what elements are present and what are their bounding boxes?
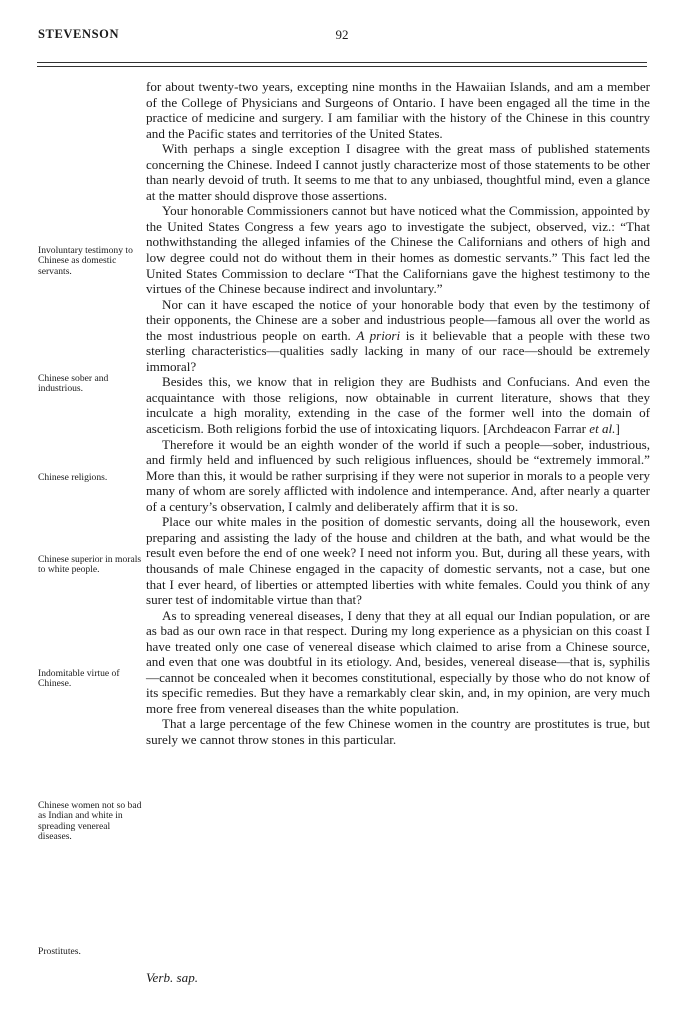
text-run: Your honorable Commissioners cannot but have noticed what the Commission, appointed by the United States Congress a few years ago to investigate the subject, observed, viz.: “That nothwithstanding the alleged infamies of the Chinese the Californians and others of high and low degree could not do without them in their homes as domestic servants.” This fact led the United States Commission to declare “That the Californians gave the highest testimony to the virtues of the Chinese because indirect and involuntary.”: [146, 203, 650, 297]
paragraph: [146, 716, 650, 747]
margin-note-superior-morals: Chinese superior in morals to white people.: [38, 554, 142, 576]
text-run: As to spreading venereal diseases, I deny that they at all equal our Indian population, or are as bad as our own race in that respect. During my long experience as a physician on this coast I have treated only one case of venereal disease which claimed to arise from a Chinese source, and even that one was doubtful in its etiology. And, besides, venereal disease—that is, syphilis—cannot be concealed when it becomes constitutional, especially by those who do not know of its specific remedies. But they have a remarkably clear skin, and, in my opinion, are very much more free from venereal diseases than the white population.: [146, 607, 650, 716]
paragraph: [146, 141, 650, 203]
running-head: [38, 27, 646, 43]
paragraph: [146, 374, 650, 436]
paragraph: [146, 514, 650, 607]
margin-note-involuntary-testimony: Involuntary testimony to Chinese as domestic servants.: [38, 245, 133, 277]
paragraph: [146, 437, 650, 515]
text-run: for about twenty-two years, excepting nine months in the Hawaiian Islands, and am a member of the College of Physicians and Surgeons of Ontario. I have been engaged all the time in the practice of medicine and surgery. I am familiar with the history of the Chinese in this country and the Pacific states and territories of the United States.: [146, 79, 650, 141]
text-run: That a large percentage of the few Chinese women in the country are prostitutes is true, but surely we cannot throw stones in this particular.: [146, 716, 650, 747]
paragraph: [146, 203, 650, 296]
paragraph: [146, 297, 650, 375]
margin-note-venereal-diseases: Chinese women not so bad as Indian and white in spreading venereal diseases.: [38, 800, 142, 843]
text-run: Besides this, we know that in religion they are Budhists and Confucians. And even the acquaintance with those religions, now obtainable in current literature, shows that they inculcate a high morality, extending in the case of the former well into the domain of asceticism. Both religions forbid the use of intoxicating liquors. [Archdeacon Farrar: [146, 374, 650, 437]
page-number: 92: [335, 27, 349, 42]
text-run: Place our white males in the position of domestic servants, doing all the housework, even preparing and assisting the lady of the house and children at the bath, and what would be the result even before the end of one week? I need not inform you. But, during all these years, with thousands of male Chinese engaged in the capacity of domestic servants, not a case, but one that I ever heard, of liberties or attempted liberties with white females. Could you think of any surer test of indomitable virtue than that?: [146, 514, 650, 608]
paragraph: [146, 608, 650, 717]
margin-note-sober-industrious: Chinese sober and industrious.: [38, 373, 109, 395]
paragraph: [146, 79, 650, 141]
margin-note-indomitable-virtue: Indomitable virtue of Chinese.: [38, 668, 120, 690]
body-text: [146, 79, 650, 748]
text-run: ]: [615, 421, 620, 437]
text-run: Therefore it would be an eighth wonder of the world if such a people—sober, industrious, and firmly held and influenced by such religious influences, should be “extremely immoral.” More than this, it would be rather surprising if they were not superior in morals to a people very many of whom are sorely afflicted with indolence and intemperance. And, after nearly a quarter of a century’s observation, I calmly and deliberately affirm that it is so.: [146, 436, 650, 514]
text-run: With perhaps a single exception I disagree with the great mass of published statements concerning the Chinese. Indeed I cannot justly characterize most of those statements to be other than nearly devoid of truth. It seems to me that to any unbiased, thoughtful mind, even a glance at the matter should disprove those assertions.: [146, 141, 650, 203]
text-run: is it believable that a people with these two sterling characteristics—qualities sadly lacking in many of our race—should be extremely immoral?: [146, 327, 650, 374]
running-head-author: STEVENSON: [38, 27, 120, 41]
margin-note-prostitutes: Prostitutes.: [38, 946, 81, 957]
header-rule-bottom: [37, 66, 647, 67]
text-run: Nor can it have escaped the notice of your honorable body that even by the testimony of their opponents, the Chinese are a sober and industrious people—famous all over the world as the most industrious people on earth.: [146, 296, 650, 343]
italic-phrase: et al.: [589, 421, 616, 437]
italic-phrase: A priori: [356, 327, 401, 343]
header-rule-top: [37, 62, 647, 63]
closing-phrase: Verb. sap.: [146, 970, 199, 985]
margin-note-religions: Chinese religions.: [38, 472, 108, 483]
